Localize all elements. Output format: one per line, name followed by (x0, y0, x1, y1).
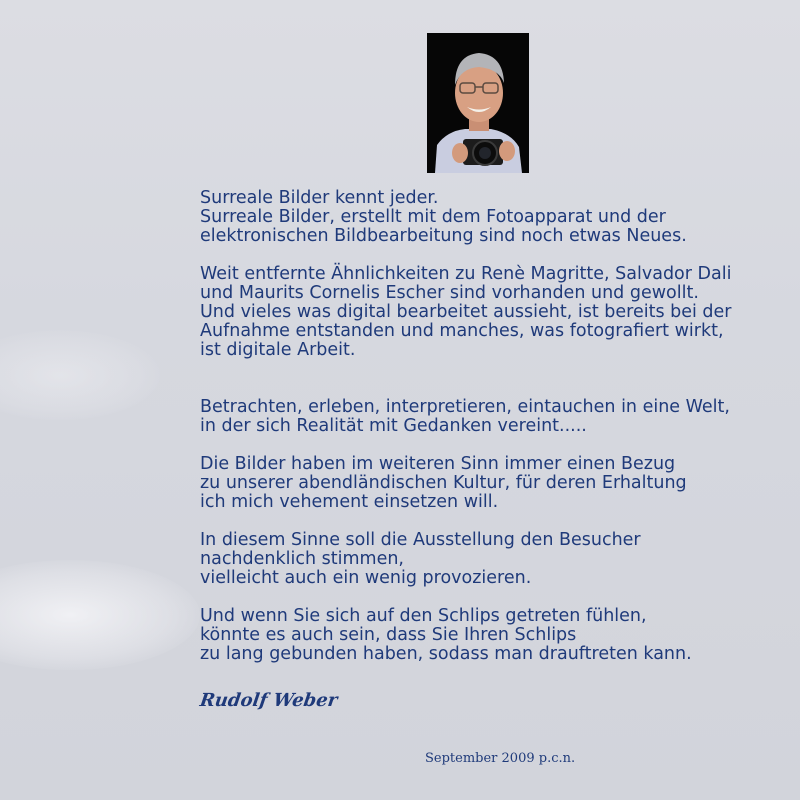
statement-text (200, 189, 790, 664)
paragraph-tie: Und wenn Sie sich auf den Schlips getreten fühlen, könnte es auch sein, dass Sie Ihren Schlips zu lang gebunden haben, sodass man drauftreten kann. (200, 606, 692, 664)
paragraph-experience: Betrachten, erleben, interpretieren, eintauchen in eine Welt, in der sich Realität mit Gedanken vereint..... (200, 397, 730, 436)
photographer-portrait (427, 33, 529, 173)
cloud-upper-left (0, 330, 160, 420)
paragraph-culture: Die Bilder haben im weiteren Sinn immer einen Bezug zu unserer abendländischen Kultur, für deren Erhaltung ich mich vehement einsetzen will. (200, 454, 687, 512)
paragraph-exhibition: In diesem Sinne soll die Ausstellung den Besucher nachdenklich stimmen, vielleicht auch ein wenig provozieren. (200, 530, 641, 588)
paragraph-influences: Weit entfernte Ähnlichkeiten zu Renè Magritte, Salvador Dali und Maurits Cornelis Escher sind vorhanden und gewollt. Und vieles was digital bearbeitet aussieht, ist bereits bei der Aufnahme entstanden und manches, was fotografiert wirkt, ist digitale Arbeit. (200, 264, 732, 360)
date-line: September 2009 p.c.n. (425, 751, 576, 766)
cloud-left (0, 560, 200, 670)
paragraph-intro: Surreale Bilder kennt jeder. Surreale Bilder, erstellt mit dem Fotoapparat und der elektronischen Bildbearbeitung sind noch etwas Neues. (200, 188, 687, 246)
signature: Rudolf Weber (198, 690, 339, 711)
portrait-photo (427, 33, 529, 173)
